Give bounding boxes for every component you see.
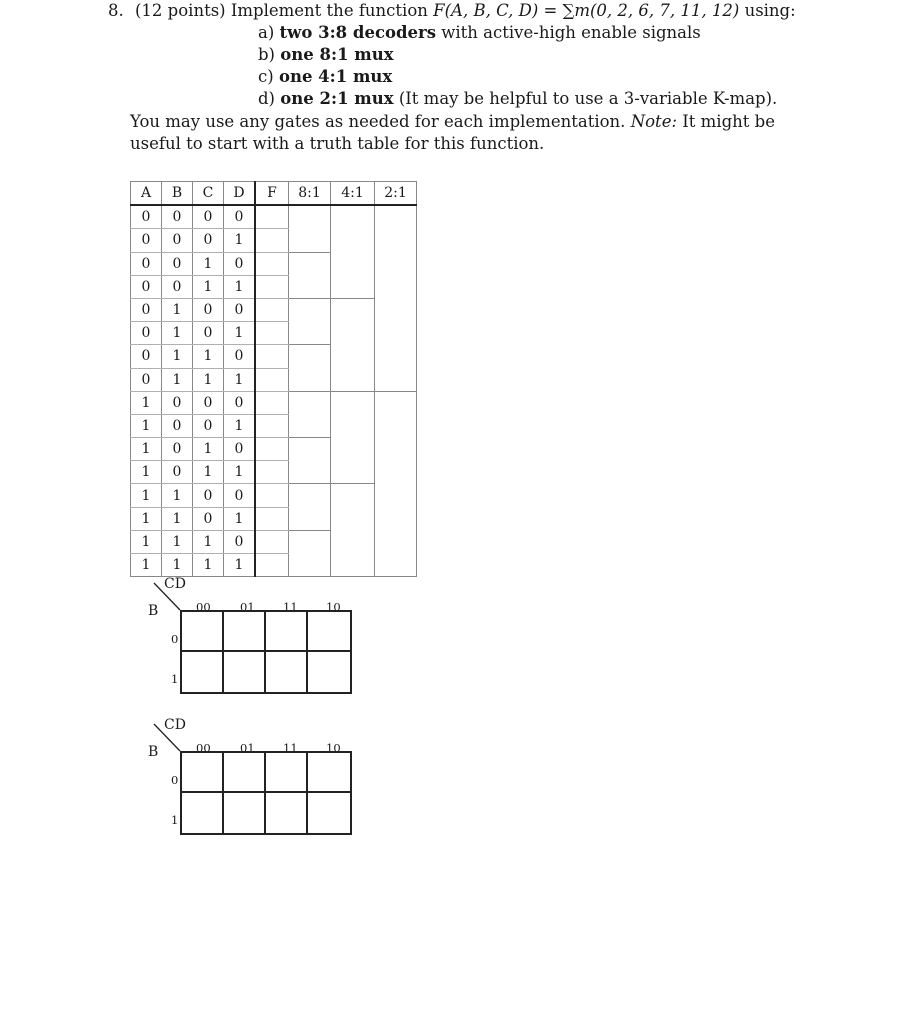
part-letter: c) [258, 67, 274, 86]
cell-f[interactable] [255, 414, 289, 437]
table-row [131, 252, 417, 275]
cell-d: 0 [224, 438, 256, 461]
cell-c: 1 [193, 554, 224, 577]
cell-8to1[interactable] [289, 229, 331, 252]
kmap-col-tick: 11 [283, 600, 298, 614]
cell-f[interactable] [255, 298, 289, 321]
cell-d: 0 [224, 530, 256, 553]
table-row [131, 414, 417, 437]
cell-c: 1 [193, 345, 224, 368]
table-row [131, 275, 417, 298]
kmap-cell[interactable] [308, 612, 350, 652]
cell-b: 1 [162, 507, 193, 530]
cell-f[interactable] [255, 252, 289, 275]
cell-4to1[interactable] [331, 368, 375, 391]
cell-b: 0 [162, 391, 193, 414]
kmap-row-tick: 0 [171, 632, 179, 646]
kmap-row-var: B [148, 603, 159, 619]
cell-8to1[interactable] [289, 345, 331, 368]
cell-d: 0 [224, 484, 256, 507]
cell-a: 1 [131, 507, 162, 530]
cell-d: 1 [224, 414, 256, 437]
kmap-cell[interactable] [224, 652, 266, 692]
cell-8to1[interactable] [289, 507, 331, 530]
cell-c: 1 [193, 252, 224, 275]
cell-b: 1 [162, 484, 193, 507]
cell-8to1[interactable] [289, 205, 331, 229]
header-4to1: 4:1 [331, 182, 375, 206]
note-label: Note: [630, 112, 678, 131]
kmap-cell[interactable] [182, 652, 224, 692]
cell-c: 0 [193, 229, 224, 252]
part-a [258, 22, 777, 44]
cell-f[interactable] [255, 368, 289, 391]
cell-c: 0 [193, 391, 224, 414]
table-row [131, 322, 417, 345]
parts-list [258, 22, 777, 110]
problem-statement [108, 0, 796, 22]
cell-a: 0 [131, 368, 162, 391]
cell-4to1[interactable] [331, 205, 375, 229]
kmap-col-tick: 01 [240, 741, 255, 755]
kmap-col-var: CD [164, 576, 186, 592]
truth-table-header [131, 182, 417, 206]
kmap-grid [180, 610, 352, 694]
kmap-row-tick: 1 [171, 813, 179, 827]
cell-c: 0 [193, 507, 224, 530]
kmap-cell[interactable] [224, 612, 266, 652]
part-bold: one 8:1 mux [280, 45, 394, 64]
cell-d: 1 [224, 507, 256, 530]
cell-f[interactable] [255, 205, 289, 229]
kmap-cell[interactable] [224, 793, 266, 833]
cell-4to1[interactable] [331, 322, 375, 345]
cell-c: 0 [193, 484, 224, 507]
cell-2to1[interactable] [375, 205, 417, 229]
kmap-cell[interactable] [266, 652, 308, 692]
kmap-cell[interactable] [266, 612, 308, 652]
cell-8to1[interactable] [289, 391, 331, 414]
header-b: B [162, 182, 193, 206]
cell-4to1[interactable] [331, 461, 375, 484]
cell-2to1[interactable] [375, 252, 417, 275]
cell-a: 1 [131, 461, 162, 484]
cell-d: 1 [224, 554, 256, 577]
cell-2to1[interactable] [375, 298, 417, 321]
cell-2to1[interactable] [375, 345, 417, 368]
cell-2to1[interactable] [375, 530, 417, 553]
cell-d: 0 [224, 252, 256, 275]
cell-a: 0 [131, 229, 162, 252]
cell-2to1[interactable] [375, 391, 417, 414]
table-row [131, 484, 417, 507]
cell-b: 0 [162, 414, 193, 437]
part-rest: with active-high enable signals [441, 23, 701, 42]
cell-c: 0 [193, 322, 224, 345]
kmap-col-tick: 00 [196, 600, 211, 614]
cell-d: 1 [224, 275, 256, 298]
cell-d: 1 [224, 322, 256, 345]
table-row [131, 461, 417, 484]
cell-2to1[interactable] [375, 229, 417, 252]
cell-2to1[interactable] [375, 368, 417, 391]
part-b [258, 44, 777, 66]
kmap-grid [180, 751, 352, 835]
cell-2to1[interactable] [375, 554, 417, 577]
note-text: It might be useful to start with a truth table for this function. [130, 112, 775, 153]
cell-b: 0 [162, 461, 193, 484]
cell-a: 0 [131, 345, 162, 368]
instructions-note [130, 111, 830, 155]
table-row [131, 438, 417, 461]
cell-b: 0 [162, 229, 193, 252]
kmap-cell[interactable] [266, 793, 308, 833]
cell-d: 0 [224, 391, 256, 414]
cell-8to1[interactable] [289, 461, 331, 484]
header-d: D [224, 182, 256, 206]
cell-d: 0 [224, 205, 256, 229]
cell-2to1[interactable] [375, 461, 417, 484]
cell-4to1[interactable] [331, 391, 375, 414]
cell-f[interactable] [255, 461, 289, 484]
cell-d: 1 [224, 368, 256, 391]
part-bold: one 2:1 mux [280, 89, 394, 108]
cell-8to1[interactable] [289, 298, 331, 321]
part-rest: (It may be helpful to use a 3-variable K-map). [398, 89, 778, 108]
problem-points: (12 points) [135, 1, 226, 20]
kmap-cell[interactable] [182, 753, 224, 793]
table-row [131, 229, 417, 252]
kmap-row-var: B [148, 744, 159, 760]
table-row [131, 345, 417, 368]
part-letter: d) [258, 89, 275, 108]
header-c: C [193, 182, 224, 206]
cell-c: 0 [193, 205, 224, 229]
problem-function: F(A, B, C, D) = ∑m(0, 2, 6, 7, 11, 12) [433, 1, 740, 20]
cell-b: 1 [162, 322, 193, 345]
kmap-row-tick: 1 [171, 672, 179, 686]
cell-f[interactable] [255, 438, 289, 461]
cell-2to1[interactable] [375, 438, 417, 461]
part-bold: one 4:1 mux [278, 67, 393, 86]
cell-b: 0 [162, 275, 193, 298]
cell-8to1[interactable] [289, 530, 331, 553]
cell-f[interactable] [255, 507, 289, 530]
cell-d: 1 [224, 229, 256, 252]
cell-2to1[interactable] [375, 322, 417, 345]
cell-f[interactable] [255, 345, 289, 368]
kmap-cell[interactable] [266, 753, 308, 793]
cell-2to1[interactable] [375, 484, 417, 507]
cell-b: 0 [162, 252, 193, 275]
table-row [131, 368, 417, 391]
kmap-cell[interactable] [224, 753, 266, 793]
cell-a: 1 [131, 554, 162, 577]
cell-a: 1 [131, 530, 162, 553]
header-f: F [255, 182, 289, 206]
truth-table [130, 181, 417, 577]
table-row [131, 507, 417, 530]
header-8to1: 8:1 [289, 182, 331, 206]
cell-f[interactable] [255, 322, 289, 345]
cell-8to1[interactable] [289, 368, 331, 391]
cell-b: 1 [162, 298, 193, 321]
cell-c: 1 [193, 368, 224, 391]
cell-8to1[interactable] [289, 322, 331, 345]
cell-b: 0 [162, 205, 193, 229]
cell-2to1[interactable] [375, 275, 417, 298]
cell-d: 0 [224, 345, 256, 368]
cell-f[interactable] [255, 530, 289, 553]
kmap-cell[interactable] [308, 652, 350, 692]
cell-c: 1 [193, 461, 224, 484]
cell-b: 0 [162, 438, 193, 461]
cell-f[interactable] [255, 484, 289, 507]
cell-2to1[interactable] [375, 507, 417, 530]
cell-4to1[interactable] [331, 507, 375, 530]
kmap-row-tick: 0 [171, 773, 179, 787]
cell-4to1[interactable] [331, 484, 375, 507]
cell-8to1[interactable] [289, 438, 331, 461]
kmap-cell[interactable] [182, 612, 224, 652]
cell-2to1[interactable] [375, 414, 417, 437]
cell-8to1[interactable] [289, 252, 331, 275]
cell-8to1[interactable] [289, 484, 331, 507]
table-row [131, 298, 417, 321]
cell-4to1[interactable] [331, 345, 375, 368]
kmap-cell[interactable] [182, 793, 224, 833]
cell-a: 0 [131, 322, 162, 345]
kmap-col-tick: 10 [326, 600, 341, 614]
problem-number: 8. [108, 1, 124, 20]
table-row [131, 391, 417, 414]
cell-b: 1 [162, 554, 193, 577]
cell-8to1[interactable] [289, 414, 331, 437]
problem-header [108, 0, 796, 22]
kmap-col-tick: 11 [283, 741, 298, 755]
cell-4to1[interactable] [331, 275, 375, 298]
kmap-col-tick: 10 [326, 741, 341, 755]
cell-c: 1 [193, 438, 224, 461]
cell-4to1[interactable] [331, 298, 375, 321]
cell-b: 1 [162, 368, 193, 391]
part-letter: b) [258, 45, 275, 64]
cell-4to1[interactable] [331, 252, 375, 275]
problem-lead: Implement the function [230, 1, 428, 20]
cell-a: 1 [131, 484, 162, 507]
cell-c: 0 [193, 298, 224, 321]
cell-4to1[interactable] [331, 229, 375, 252]
cell-4to1[interactable] [331, 530, 375, 553]
table-row [131, 530, 417, 553]
kmap-col-tick: 00 [196, 741, 211, 755]
header-a: A [131, 182, 162, 206]
cell-b: 1 [162, 345, 193, 368]
cell-4to1[interactable] [331, 414, 375, 437]
table-row [131, 205, 417, 229]
cell-4to1[interactable] [331, 438, 375, 461]
cell-8to1[interactable] [289, 275, 331, 298]
cell-b: 1 [162, 530, 193, 553]
cell-c: 1 [193, 275, 224, 298]
cell-a: 0 [131, 275, 162, 298]
cell-a: 0 [131, 298, 162, 321]
cell-a: 1 [131, 438, 162, 461]
cell-c: 0 [193, 414, 224, 437]
part-bold: two 3:8 decoders [279, 23, 437, 42]
cell-d: 0 [224, 298, 256, 321]
note-text: You may use any gates as needed for each implementation. [130, 112, 626, 131]
kmap-2 [130, 713, 370, 848]
cell-a: 0 [131, 205, 162, 229]
part-c [258, 66, 777, 88]
cell-f[interactable] [255, 275, 289, 298]
part-letter: a) [258, 23, 275, 42]
cell-f[interactable] [255, 391, 289, 414]
cell-d: 1 [224, 461, 256, 484]
kmap-cell[interactable] [308, 793, 350, 833]
kmap-col-var: CD [164, 717, 186, 733]
cell-f[interactable] [255, 229, 289, 252]
cell-a: 1 [131, 414, 162, 437]
kmap-col-tick: 01 [240, 600, 255, 614]
kmap-1 [130, 572, 370, 707]
part-d [258, 88, 777, 110]
header-2to1: 2:1 [375, 182, 417, 206]
kmap-cell[interactable] [308, 753, 350, 793]
cell-c: 1 [193, 530, 224, 553]
cell-a: 0 [131, 252, 162, 275]
problem-using: using: [744, 1, 796, 20]
cell-a: 1 [131, 391, 162, 414]
